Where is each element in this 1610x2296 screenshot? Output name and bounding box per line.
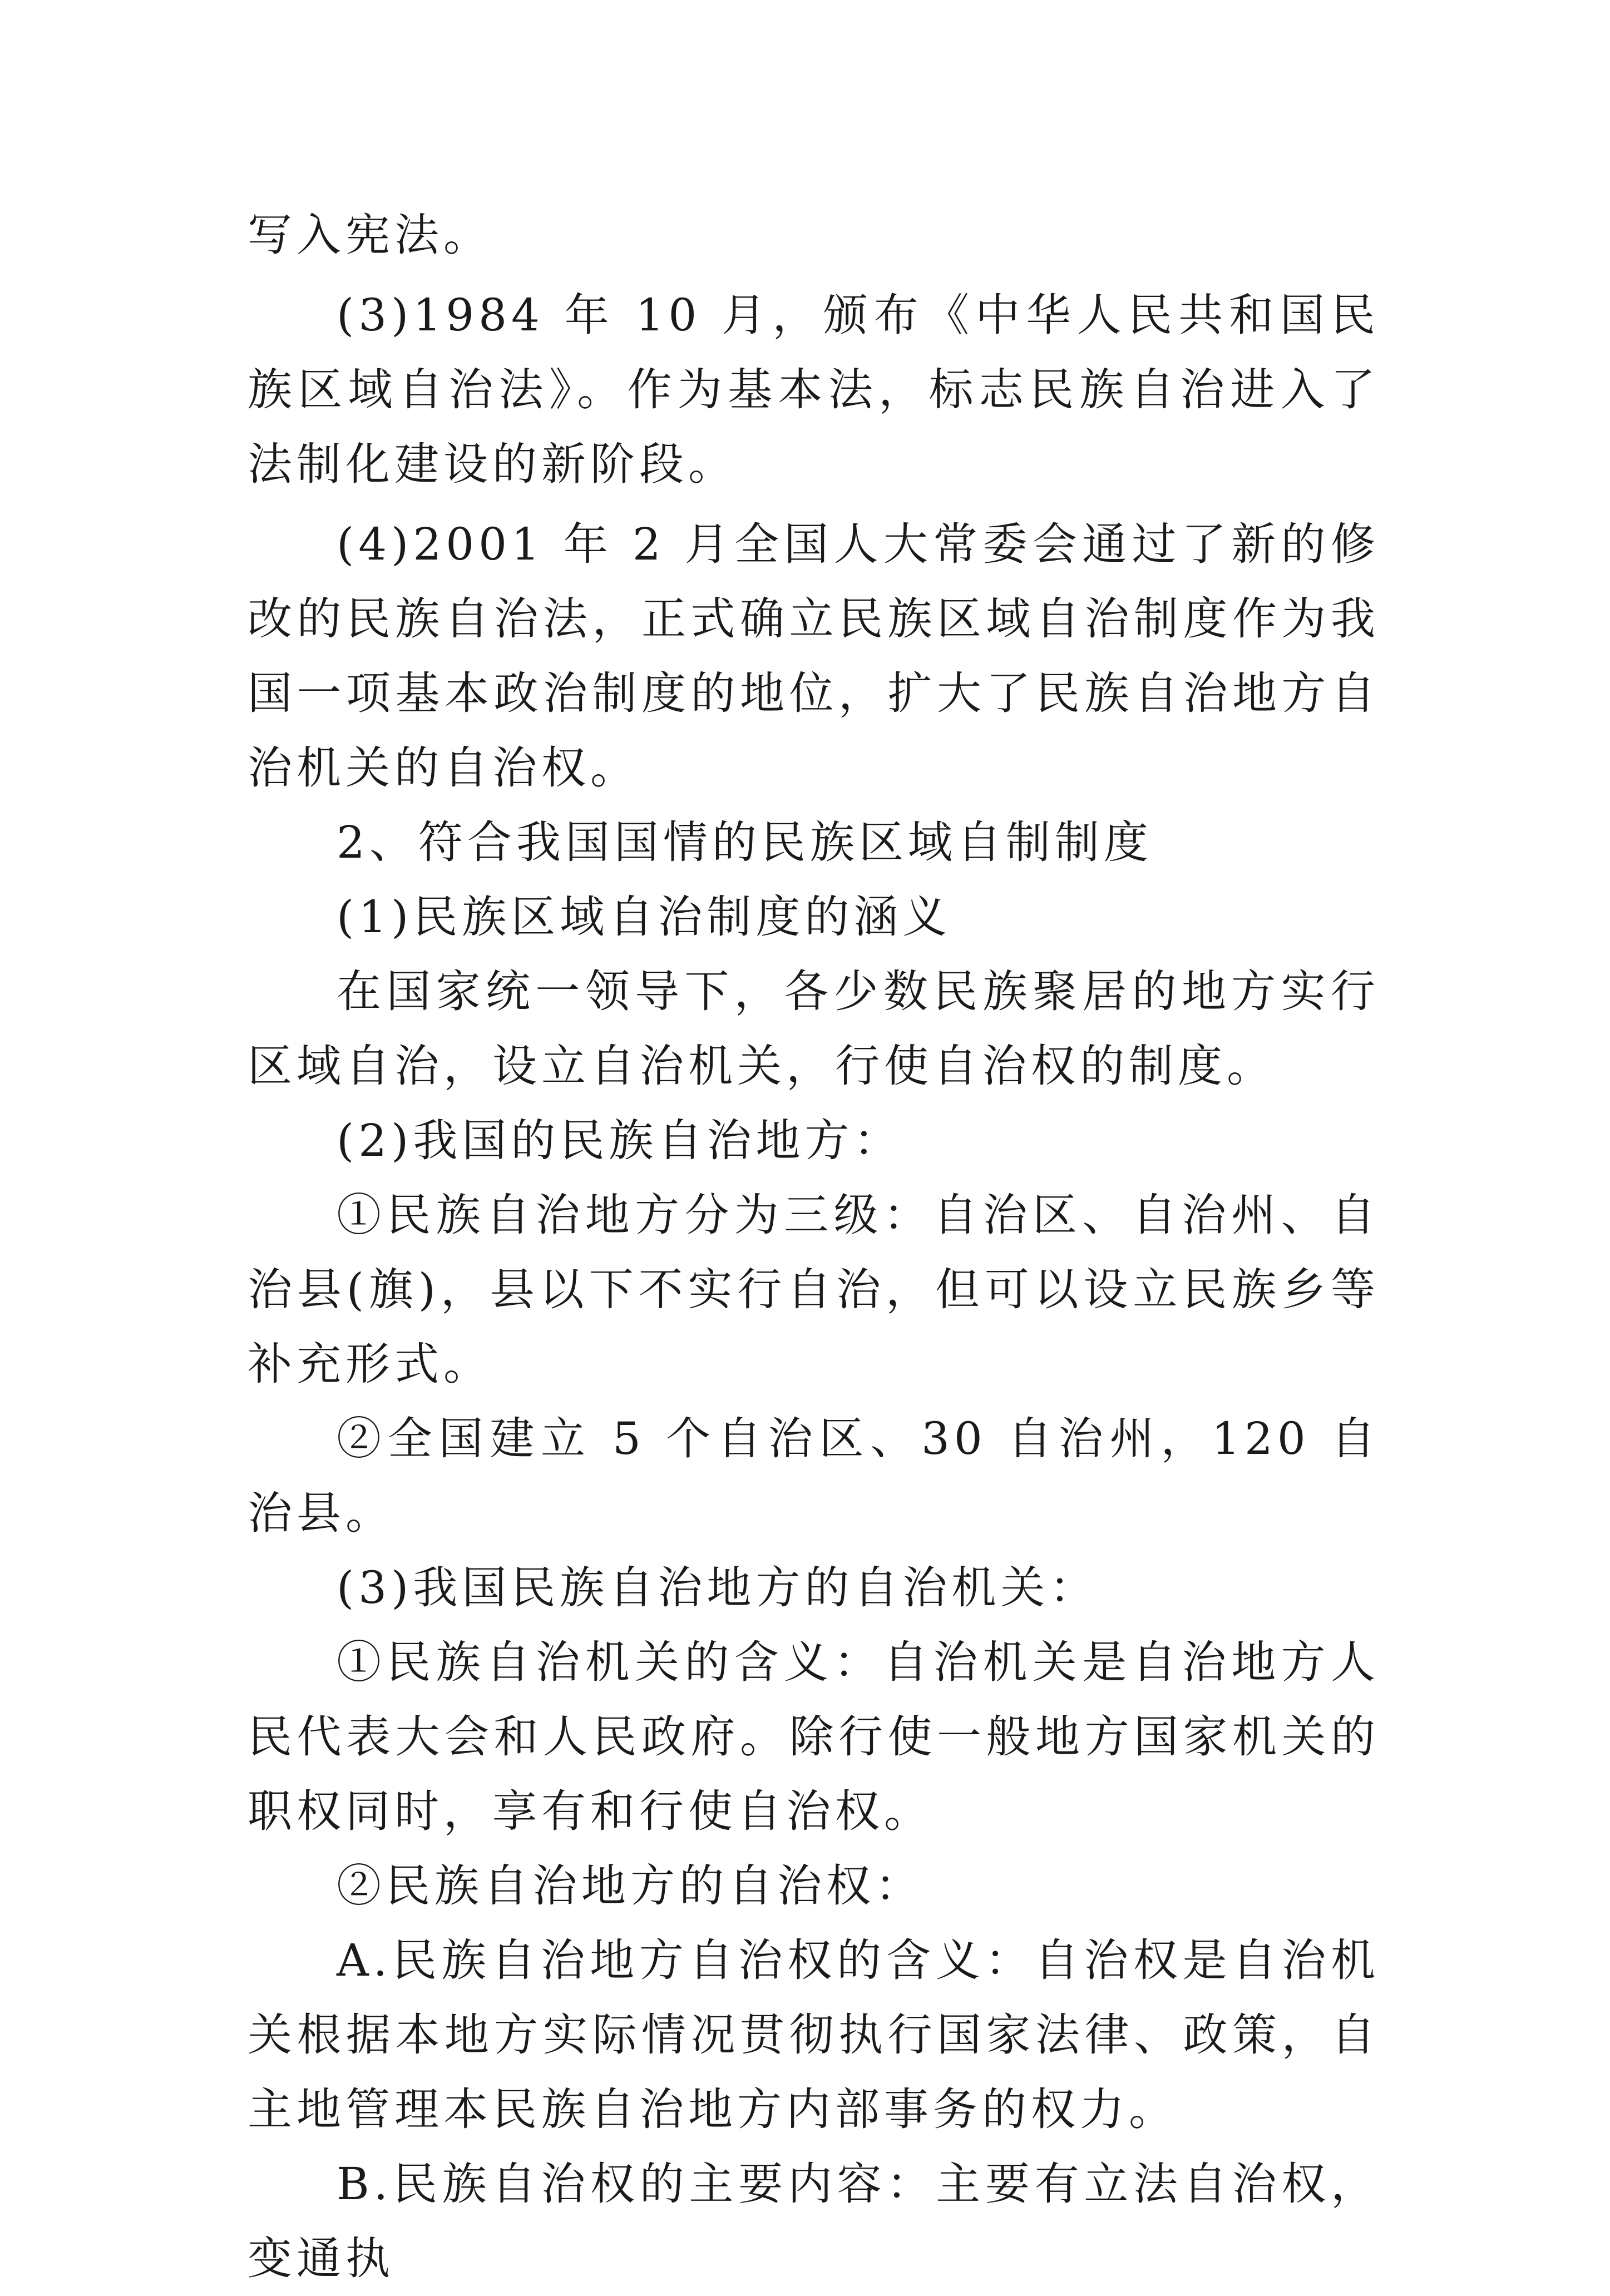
paragraph-2001-revision: (4)2001 年 2 月全国人大常委会通过了新的修改的民族自治法，正式确立民族区域自治制度作为我国一项基本政治制度的地位，扩大了民族自治地方自治机关的自治权。 <box>248 518 1380 794</box>
paragraph-three-levels: ①民族自治地方分为三级：自治区、自治州、自治县(旗)，县以下不实行自治，但可以设立民族乡等补充形式。 <box>248 1189 1380 1390</box>
paragraph-area-counts: ②全国建立 5 个自治区、30 自治州，120 自治县。 <box>248 1413 1380 1539</box>
paragraph-definition: 在国家统一领导下，各少数民族聚居的地方实行区域自治，设立自治机关，行使自治权的制度。 <box>248 966 1380 1092</box>
subheading-autonomy-rights: ②民族自治地方的自治权： <box>337 1860 924 1912</box>
subheading-autonomous-areas: (2)我国的民族自治地方： <box>337 1115 903 1166</box>
paragraph-rights-meaning: A.民族自治地方自治权的含义：自治权是自治机关根据本地方实际情况贯彻执行国家法律、政策，自主地管理本民族自治地方内部事务的权力。 <box>248 1934 1380 2135</box>
subheading-autonomous-organs: (3)我国民族自治地方的自治机关： <box>337 1562 1099 1614</box>
paragraph-continued: 写入宪法。 <box>248 209 492 261</box>
body-text <box>248 198 1380 2296</box>
section-heading-2: 2、符合我国国情的民族区域自制制度 <box>337 817 1153 868</box>
subheading-definition: (1)民族区域自治制度的涵义 <box>337 891 952 943</box>
paragraph-1984-law: (3)1984 年 10 月，颁布《中华人民共和国民族区域自治法》。作为基本法，标志民族自治进入了法制化建设的新阶段。 <box>248 289 1380 490</box>
paragraph-organs-meaning: ①民族自治机关的含义：自治机关是自治地方人民代表大会和人民政府。除行使一般地方国家机关的职权同时，享有和行使自治权。 <box>248 1636 1380 1837</box>
paragraph-rights-content: B.民族自治权的主要内容：主要有立法自治权，变通执 <box>248 2158 1380 2284</box>
